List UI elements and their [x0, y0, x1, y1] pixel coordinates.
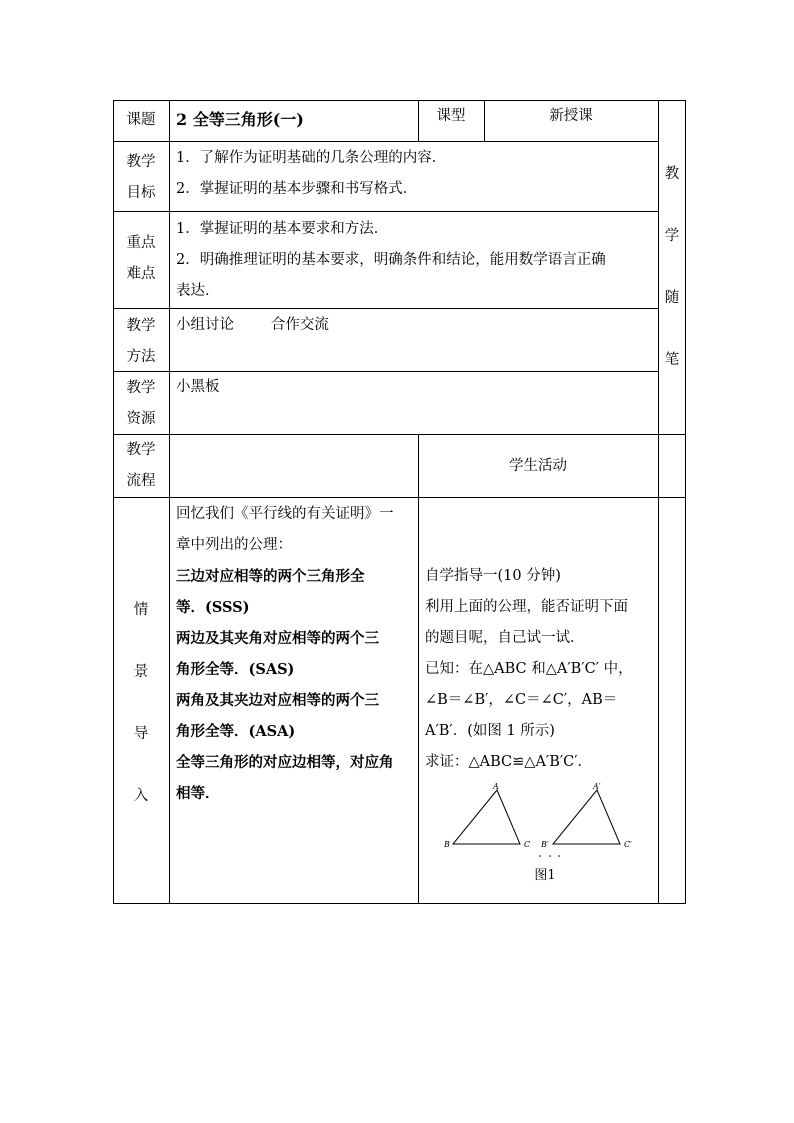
intro-label: 情 景 导 入 — [133, 602, 149, 804]
row-divider — [113, 497, 686, 498]
triangle-abc — [453, 790, 520, 844]
lesson-type-value: 新授课 — [549, 108, 593, 124]
resource-label: 教学 资源 — [126, 380, 156, 427]
row-divider — [113, 211, 658, 212]
flow-label: 教学 流程 — [126, 442, 156, 489]
row-divider — [113, 371, 658, 372]
lesson-type-label: 课型 — [436, 108, 466, 124]
column-divider — [418, 434, 419, 904]
table-border-top — [113, 100, 686, 101]
vertex-label-a: A — [493, 782, 499, 791]
intro-right-content: 自学指导一(10 分钟) 利用上面的公理，能否证明下面 的题目呢，自己试一试． 已知：在△ABC 和△A′B′C′ 中， ∠B＝∠B′，∠C＝∠C′，AB＝ A′B′．(如图 1 所示) 求证：△ABC≌△A′B′C′． — [425, 568, 633, 770]
topic-title: 2 全等三角形(一) — [176, 110, 304, 129]
row-divider — [113, 308, 658, 309]
figure-dot — [539, 855, 541, 857]
vertex-label-a-prime: A′ — [593, 782, 601, 791]
figure-dot — [549, 855, 551, 857]
topic-label: 课题 — [126, 112, 156, 128]
row-divider — [113, 141, 658, 142]
figure-dot — [558, 855, 560, 857]
key-points-content: 1．掌握证明的基本要求和方法． 2．明确推理证明的基本要求，明确条件和结论，能用数学语言正确 表达． — [176, 221, 606, 299]
column-divider — [169, 100, 170, 904]
intro-left-content: 回忆我们《平行线的有关证明》一 章中列出的公理： 三边对应相等的两个三角形全 等．(SSS) 两边及其夹角对应相等的两个三 角形全等．(SAS) 两角及其夹边对应相等的两个三 角形全等．(ASA) 全等三角形的对应边相等，对应角 相等． — [176, 506, 394, 802]
side-notes-label: 教 学 随 笔 — [664, 166, 680, 368]
vertex-label-c: C — [524, 840, 531, 849]
row-divider — [113, 434, 686, 435]
table-border-bottom — [113, 903, 686, 904]
figure-1-caption: 图1 — [534, 868, 556, 883]
triangle-a-prime-b-prime-c-prime — [553, 790, 620, 844]
vertex-label-b: B — [444, 840, 450, 849]
goals-label: 教学 目标 — [126, 154, 156, 201]
key-points-label: 重点 难点 — [126, 235, 156, 282]
figure-1-triangles — [440, 780, 640, 860]
goals-content: 1．了解作为证明基础的几条公理的内容． 2．掌握证明的基本步骤和书写格式． — [176, 150, 447, 197]
method-content: 小组讨论 合作交流 — [176, 317, 329, 333]
student-activity-header: 学生活动 — [509, 458, 567, 474]
method-label: 教学 方法 — [126, 318, 156, 365]
vertex-label-b-prime: B′ — [541, 840, 549, 849]
resource-content: 小黑板 — [176, 379, 220, 395]
vertex-label-c-prime: C′ — [624, 840, 632, 849]
